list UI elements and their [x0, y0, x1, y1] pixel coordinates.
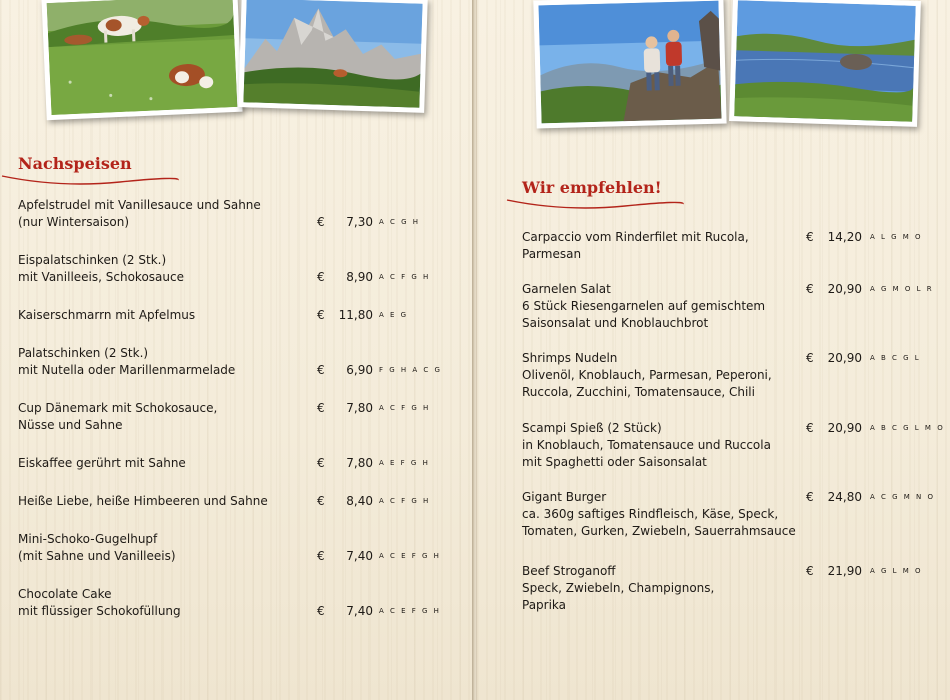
allergen-codes: A C F G H [379, 404, 431, 412]
item-line: mit flüssiger Schokofüllung [18, 604, 181, 618]
photo-mountain-rocks [238, 0, 427, 113]
item-line: Speck, Zwiebeln, Champignons, [522, 581, 715, 595]
item-line: Parmesan [522, 247, 582, 261]
item-description [18, 400, 217, 434]
item-description [18, 531, 176, 565]
item-line: Cup Dänemark mit Schokosauce, [18, 401, 218, 415]
item-description [522, 489, 796, 540]
item-price: 24,80 [827, 490, 862, 504]
item-line: Nüsse und Sahne [18, 418, 123, 432]
item-line: 6 Stück Riesengarnelen auf gemischtem [522, 299, 766, 313]
allergen-codes: A G M O L R [870, 285, 934, 293]
item-description [18, 586, 181, 620]
item-description [522, 229, 749, 263]
currency-symbol: € [806, 421, 814, 435]
currency-symbol: € [317, 456, 325, 470]
item-line: Scampi Spieß (2 Stück) [522, 421, 662, 435]
allergen-codes: A C G H [379, 218, 421, 226]
item-price: 7,40 [346, 604, 373, 618]
item-line: ca. 360g saftiges Rindfleisch, Käse, Speck, [522, 507, 779, 521]
currency-symbol: € [806, 282, 814, 296]
section-title-wir-empfehlen: Wir empfehlen! [522, 178, 662, 197]
item-line: Paprika [522, 598, 567, 612]
item-price: 21,90 [827, 564, 862, 578]
allergen-codes: A L G M O [870, 233, 923, 241]
section-title-nachspeisen: Nachspeisen [18, 154, 132, 173]
item-line: Eispalatschinken (2 Stk.) [18, 253, 167, 267]
currency-symbol: € [806, 351, 814, 365]
item-price: 6,90 [346, 363, 373, 377]
left-menu-page [0, 0, 474, 700]
item-line: Mini-Schoko-Gugelhupf [18, 532, 158, 546]
allergen-codes: A C E F G H [379, 607, 441, 615]
allergen-codes: A B C G L [870, 354, 921, 362]
item-description [18, 307, 195, 324]
photo-cows-on-meadow [41, 0, 242, 120]
allergen-codes: A C F G H [379, 273, 431, 281]
allergen-codes: F G H A C G [379, 366, 442, 374]
allergen-codes: A E F G H [379, 459, 430, 467]
item-price: 20,90 [827, 282, 862, 296]
item-line: Gigant Burger [522, 490, 607, 504]
currency-symbol: € [317, 604, 325, 618]
item-price: 11,80 [338, 308, 373, 322]
item-description [522, 350, 772, 401]
item-price: 20,90 [827, 421, 862, 435]
currency-symbol: € [317, 270, 325, 284]
item-price: 7,40 [346, 549, 373, 563]
item-line: Olivenöl, Knoblauch, Parmesan, Peperoni, [522, 368, 772, 382]
item-description [18, 345, 235, 379]
currency-symbol: € [317, 549, 325, 563]
item-line: (nur Wintersaison) [18, 215, 130, 229]
item-line: Heiße Liebe, heiße Himbeeren und Sahne [18, 494, 268, 508]
item-description [18, 455, 186, 472]
allergen-codes: A C G M N O [870, 493, 936, 501]
item-line: Carpaccio vom Rinderfilet mit Rucola, [522, 230, 749, 244]
title-swoosh-decoration [505, 196, 685, 214]
currency-symbol: € [806, 230, 814, 244]
item-description [522, 420, 771, 471]
currency-symbol: € [317, 215, 325, 229]
item-line: Eiskaffee gerührt mit Sahne [18, 456, 186, 470]
item-description [18, 197, 261, 231]
title-swoosh-decoration [0, 172, 180, 190]
allergen-codes: A G L M O [870, 567, 923, 575]
item-description [18, 252, 184, 286]
allergen-codes: A C F G H [379, 497, 431, 505]
allergen-codes: A C E F G H [379, 552, 441, 560]
item-line: Shrimps Nudeln [522, 351, 618, 365]
item-description [522, 281, 765, 332]
allergen-codes: A B C G L M O [870, 424, 945, 432]
item-line: in Knoblauch, Tomatensauce und Ruccola [522, 438, 771, 452]
item-description [522, 563, 714, 614]
allergen-codes: A E G [379, 311, 409, 319]
item-line: mit Vanilleeis, Schokosauce [18, 270, 184, 284]
item-line: Saisonsalat und Knoblauchbrot [522, 316, 709, 330]
currency-symbol: € [806, 564, 814, 578]
item-price: 8,90 [346, 270, 373, 284]
currency-symbol: € [317, 308, 325, 322]
item-line: Palatschinken (2 Stk.) [18, 346, 149, 360]
photo-hikers-on-rock [533, 0, 726, 128]
item-line: Ruccola, Zucchini, Tomatensauce, Chili [522, 385, 755, 399]
item-line: Beef Stroganoff [522, 564, 616, 578]
photo-mountain-lake [729, 0, 921, 127]
item-line: Tomaten, Gurken, Zwiebeln, Sauerrahmsauce [522, 524, 796, 538]
currency-symbol: € [317, 363, 325, 377]
currency-symbol: € [317, 494, 325, 508]
currency-symbol: € [317, 401, 325, 415]
right-menu-page [477, 0, 950, 700]
item-price: 7,80 [346, 456, 373, 470]
item-line: Apfelstrudel mit Vanillesauce und Sahne [18, 198, 261, 212]
item-line: Chocolate Cake [18, 587, 112, 601]
item-line: (mit Sahne und Vanilleeis) [18, 549, 176, 563]
item-price: 7,30 [346, 215, 373, 229]
item-price: 7,80 [346, 401, 373, 415]
item-line: mit Nutella oder Marillenmarmelade [18, 363, 236, 377]
item-line: Kaiserschmarrn mit Apfelmus [18, 308, 196, 322]
item-description [18, 493, 268, 510]
item-price: 8,40 [346, 494, 373, 508]
currency-symbol: € [806, 490, 814, 504]
item-line: Garnelen Salat [522, 282, 611, 296]
item-line: mit Spaghetti oder Saisonsalat [522, 455, 707, 469]
item-price: 14,20 [827, 230, 862, 244]
item-price: 20,90 [827, 351, 862, 365]
